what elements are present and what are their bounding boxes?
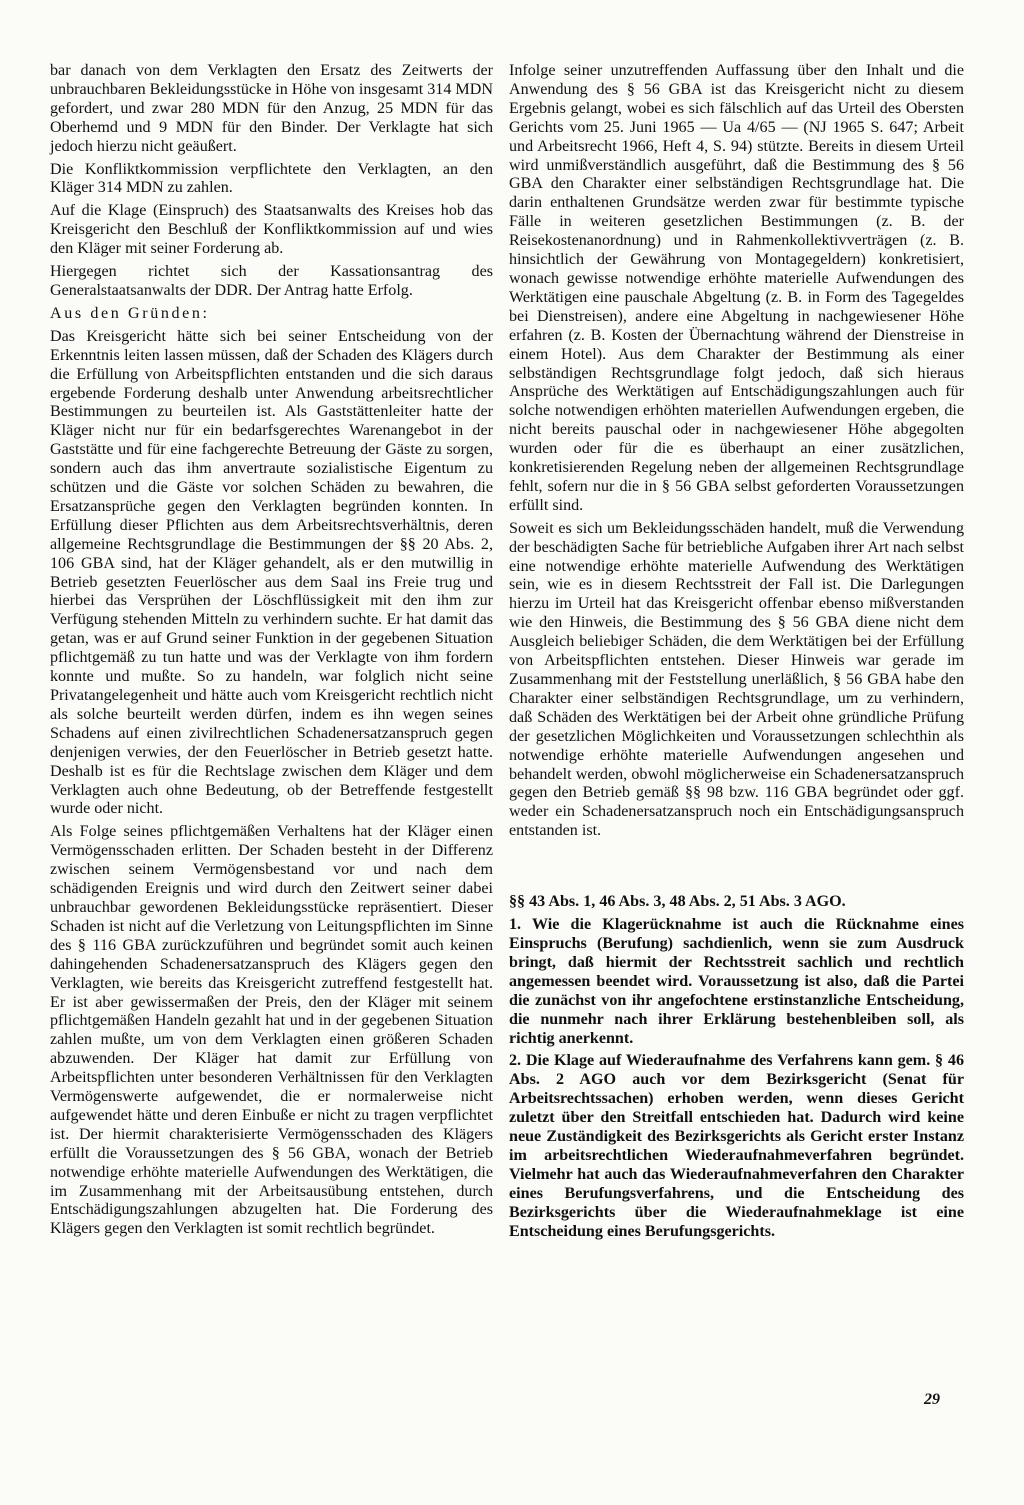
page-number: 29 (924, 1391, 940, 1408)
headnote-1: 1. Wie die Klagerücknahme ist auch die Rücknahme eines Einspruchs (Berufung) sachdienlich, wenn sie zum Ausdruck bringt, daß hiermit der Rechtsstreit sachlich und rechtlich angemessen beendet wird. Voraussetzung ist also, daß die Partei die zunächst von ihr angefochtene erstinstanzliche Entscheidung, die nunmehr nach ihrer Erklärung bestehenbleiben soll, als richtig anerkennt. (509, 916, 964, 1047)
section-heading-reasons: Aus den Gründen: (50, 304, 210, 322)
headnote-2: 2. Die Klage auf Wiederaufnahme des Verfahrens kann gem. § 46 Abs. 2 AGO auch vor dem Bezirksgericht (Senat für Arbeitsrechtssachen) erhoben werden, wenn dieses Gericht zuletzt über den Streitfall entschieden hat. Dadurch wird keine neue Zuständigkeit des Bezirksgerichts als Gericht erster Instanz im arbeitsrechtlichen Wiederaufnahmeverfahren begründet. Vielmehr hat auch das Wiederaufnahmeverfahren den Charakter eines Berufungsverfahrens, und die Entscheidung des Bezirksgerichts über die Wiederaufnahmeklage ist eine Entscheidung eines Berufungsgerichts. (509, 1052, 964, 1240)
paragraph-left-2: Die Konfliktkommission verpflichtete den Verklagten, an den Kläger 314 MDN zu zahlen. (50, 160, 493, 197)
paragraph-right-1: Infolge seiner unzutreffenden Auffassung über den Inhalt und die Anwendung des § 56 GBA ist das Kreisgericht nicht zu diesem Ergebnis gelangt, wobei es sich fälschlich auf das Urteil des Obersten Gerichts vom 25. Juni 1965 — Ua 4/65 — (NJ 1965 S. 647; Arbeit und Arbeitsrecht 1966, Heft 4, S. 94) stützte. Bereits in diesem Urteil wird unmißverständlich ausgeführt, daß die Bestimmung des § 56 GBA den Charakter einer selbständigen Rechtsgrundlage hat. Die darin enthaltenen Grundsätze werden zwar für bestimmte typische Fälle in weiteren gesetzlichen Bestimmungen (z. B. der Reisekostenanordnung) und in Rahmenkollektivverträgen (z. B. hinsichtlich der Gewährung von Montagegeldern) konkretisiert, wonach gewisse notwendige erhöhte materielle Aufwendungen des Werktätigen eine pauschale Abgeltung (z. B. in Form des Tagegeldes bei Dienstreisen), andere eine Abgeltung in nachgewiesener Höhe erfahren (z. B. Kosten der Übernachtung während der Dienstreise in einem Hotel). Aus dem Charakter der Bestimmung als einer selbständigen Rechtsgrundlage folgt jedoch, daß sich hieraus Ansprüche des Werktätigen auf Entschädigungszahlungen auch für solche notwendigen erhöhten materiellen Aufwendungen ergeben, die nicht bereits pauschal oder in nachgewiesener Höhe abgegolten wurden oder für die es überhaupt an einer zusätzlichen, konkretisierenden Regelung neben der allgemeinen Rechtsgrundlage fehlt, sofern nur die in § 56 GBA selbst geforderten Voraussetzungen erfüllt sind. (509, 62, 964, 514)
statute-reference: §§ 43 Abs. 1, 46 Abs. 3, 48 Abs. 2, 51 Abs. 3 AGO. (509, 893, 846, 911)
paragraph-left-4: Hiergegen richtet sich der Kassationsantrag des Generalstaatsanwalts der DDR. Der Antrag hatte Erfolg. (50, 263, 493, 299)
right-column (509, 62, 964, 1245)
left-column (50, 62, 493, 1243)
section-gap (509, 845, 964, 893)
paragraph-left-3: Auf die Klage (Einspruch) des Staatsanwalts des Kreises hob das Kreisgericht den Beschluß der Konfliktkommission auf und wies den Kläger mit seiner Forderung ab. (50, 202, 493, 258)
paragraph-left-6: Als Folge seines pflichtgemäßen Verhaltens hat der Kläger einen Vermögensschaden erlitten. Der Schaden besteht in der Differenz zwischen seinem Vermögensbestand vor und nach dem schädigenden Ereignis und wird durch den Zeitwert seiner dabei unbrauchbar gewordenen Bekleidungsstücke repräsentiert. Dieser Schaden ist nicht auf die Verletzung von Leitungspflichten im Sinne des § 116 GBA zurückzuführen und begründet somit auch keinen dahingehenden Schadenersatzanspruch des Klägers gegen den Verklagten, wie bereits das Kreisgericht zutreffend festgestellt hat. Er ist aber gewissermaßen der Preis, den der Kläger mit seinem pflichtgemäßen Handeln gezahlt hat und in der gegebenen Situation zahlen mußte, um von dem Verklagten einen größeren Schaden abzuwenden. Der Kläger hat damit zur Erfüllung von Arbeitspflichten unter besonderen Verhältnissen für den Verklagten Vermögenswerte aufgewendet, die er normalerweise nicht aufgewendet hätte und deren Einbuße er nicht zu tragen verpflichtet ist. Der hiermit charakterisierte Vermögensschaden des Klägers erfüllt die Voraussetzungen des § 56 GBA, wonach der Betrieb notwendige erhöhte materielle Aufwendungen des Werktätigen, die im Zusammenhang mit der Arbeitsausübung entstehen, durch Entschädigungszahlungen abzugelten hat. Die Forderung des Klägers gegen den Verklagten ist somit rechtlich begründet. (50, 823, 493, 1238)
paragraph-right-2: Soweit es sich um Bekleidungsschäden handelt, muß die Verwendung der beschädigten Sache für betriebliche Aufgaben ihrer Art nach selbst eine notwendige erhöhte materielle Aufwendung des Werktätigen sein, wie es in diesem Rechtsstreit der Fall ist. Die Darlegungen hierzu im Urteil hat das Kreisgericht offenbar ebenso mißverstanden wie den Hinweis, die Bestimmung des § 56 GBA diene nicht dem Ausgleich beliebiger Schäden, die dem Werktätigen bei der Erfüllung von Arbeitspflichten entstehen. Dieser Hinweis war gerade im Zusammenhang mit der Feststellung unerläßlich, § 56 GBA habe den Charakter einer selbständigen Rechtsgrundlage, um zu verhindern, daß Schäden des Werktätigen bei der Arbeit ohne gründliche Prüfung der gesetzlichen Möglichkeiten und Voraussetzungen schlechthin als notwendige erhöhte materielle Aufwendungen angesehen und behandelt werden, obwohl möglicherweise ein Schadenersatzanspruch gegen den Betrieb gemäß §§ 98 bzw. 116 GBA begründet oder ggf. weder ein Schadenersatzanspruch noch ein Entschädigungsanspruch entstanden ist. (509, 519, 964, 840)
paragraph-left-1: bar danach von dem Verklagten den Ersatz des Zeitwerts der unbrauchbaren Bekleidungsstücke in Höhe von insgesamt 314 MDN gefordert, und zwar 280 MDN für den Anzug, 25 MDN für das Oberhemd und 9 MDN für den Binder. Der Verklagte hat sich jedoch hierzu nicht geäußert. (50, 62, 493, 155)
paragraph-left-5: Das Kreisgericht hätte sich bei seiner Entscheidung von der Erkenntnis leiten lassen müssen, daß der Schaden des Klägers durch die Erfüllung von Arbeitspflichten entstanden und die sich daraus ergebende Forderung deshalb unter Anwendung arbeitsrechtlicher Bestimmungen zu beurteilen ist. Als Gaststättenleiter hatte der Kläger nicht nur für ein bedarfsgerechtes Warenangebot in der Gaststätte und für eine fachgerechte Betreuung der Gäste zu sorgen, sondern auch das ihm anvertraute sozialistische Eigentum zu schützen und die Gäste vor solchen Schäden zu bewahren, die Ersatzansprüche gegen den Verklagten begründen konnten. In Erfüllung dieser Pflichten aus dem Arbeitsrechtsverhältnis, deren allgemeine Rechtsgrundlage die Bestimmungen der §§ 20 Abs. 2, 106 GBA sind, hat der Kläger gehandelt, als er den mutwillig in Betrieb gesetzten Feuerlöscher aus dem Saal ins Freie trug und hierbei das Versprühen der Löschflüssigkeit mit den ihm zur Verfügung stehenden Mitteln zu verhindern suchte. Er hat damit das getan, was er auf Grund seiner Funktion in der gegebenen Situation pflichtgemäß zu tun hatte und was der Verklagte von ihm fordern konnte und mußte. So zu handeln, war folglich nicht seine Privatangelegenheit und hätte auch vom Kreisgericht rechtlich nicht als solche beurteilt werden dürfen, indem es ihn wegen seines Schadens auf einen zivilrechtlichen Schadenersatzanspruch gegen denjenigen verwies, der den Feuerlöscher in Betrieb gesetzt hatte. Deshalb ist es für die Rechtslage zwischen dem Kläger und dem Verklagten auch ohne Bedeutung, ob der Betreffende festgestellt wurde oder nicht. (50, 327, 493, 818)
